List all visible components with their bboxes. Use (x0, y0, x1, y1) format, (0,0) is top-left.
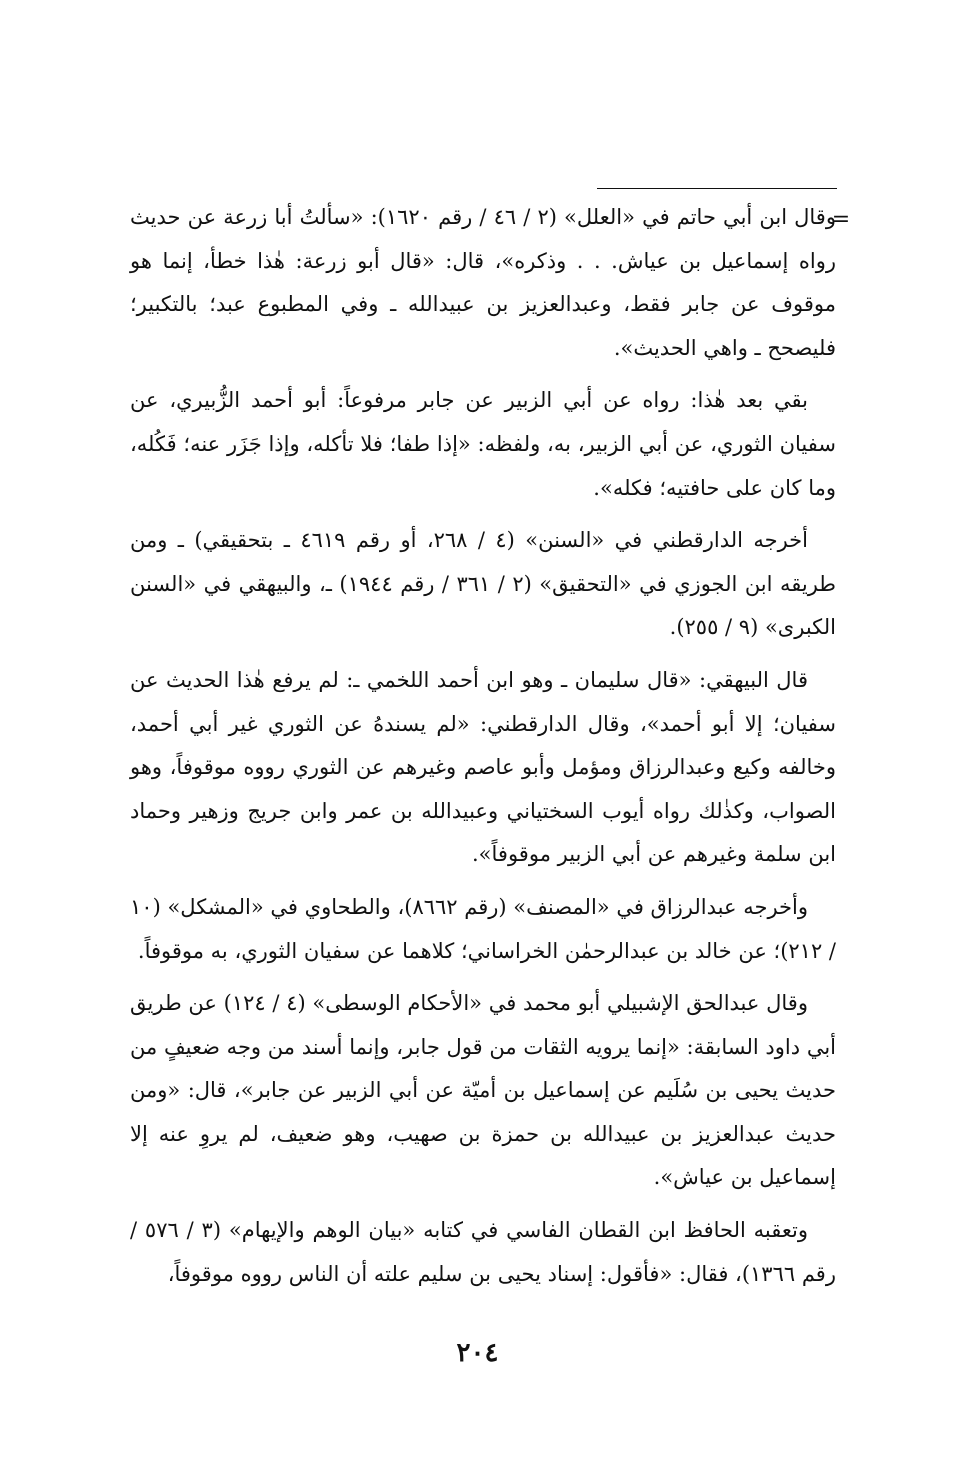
footnote-paragraph-5: وأخرجه عبدالرزاق في «المصنف» (رقم ٨٦٦٢)، والطحاوي في «المشكل» (١٠ / ٢١٢)؛ عن خالد بن عبدالرحمٰن الخراساني؛ كلاهما عن سفيان الثوري، به موقوفاً. (130, 894, 836, 963)
footnote-paragraph-1: وقال ابن أبي حاتم في «العلل» (٢ / ٤٦ / رقم ١٦٢٠): «سألتُ أبا زرعة عن حديث رواه إسماعيل بن عياش. . . وذكره»، قال: «قال أبو زرعة: هٰذا خطأ، إنما هو موقوف عن جابر فقط، وعبدالعزيز بن عبيدالله ـ وفي المطبوع عبد؛ بالتكبير؛ فليصحح ـ واهي الحديث». (130, 205, 836, 360)
footnote-continuation-mark: = (831, 207, 851, 232)
footnote-paragraph-6: وقال عبدالحق الإشبيلي أبو محمد في «الأحكام الوسطى» (٤ / ١٢٤) عن طريق أبي داود السابقة: «إنما يرويه الثقات من قول جابر، وإنما أسند من وجه ضعيفٍ من حديث يحيى بن سُلَيم عن إسماعيل بن أميّة عن أبي الزبير عن جابر»، قال: «ومن حديث عبدالعزيز بن عبيدالله بن حمزة بن صهيب، وهو ضعيف، لم يروِ عنه إلا إسماعيل بن عياش». (130, 991, 836, 1190)
footnote-text-block (130, 196, 836, 1305)
footnote-paragraph-7: وتعقبه الحافظ ابن القطان الفاسي في كتابه «بيان الوهم والإيهام» (٣ / ٥٧٦ / رقم ١٣٦٦)، فقال: «فأقول: إسناد يحيى بن سليم علته أن الناس رووه موقوفاً، (130, 1218, 836, 1286)
footnote-paragraph-4: قال البيهقي: «قال سليمان ـ وهو ابن أحمد اللخمي ـ: لم يرفع هٰذا الحديث عن سفيان؛ إلا أبو أحمد»، وقال الدارقطني: «لم يسندهُ عن الثوري غير أبي أحمد، وخالفه وكيع وعبدالرزاق ومؤمل وأبو عاصم وغيرهم عن الثوري رووه موقوفاً، وهو الصواب، وكذٰلك رواه أيوب السختياني وعبيدالله بن عمر وابن جريج وزهير وحماد ابن سلمة وغيرهم عن أبي الزبير موقوفاً». (130, 667, 836, 867)
footnote-paragraph-2: بقي بعد هٰذا: رواه عن أبي الزبير عن جابر مرفوعاً: أبو أحمد الزُّبيري، عن سفيان الثوري، عن أبي الزبير، به، ولفظه: «إذا طفا؛ فلا تأكله، وإذا جَزَر عنه؛ فَكُله، وما كان على حافتيه؛ فكله». (130, 388, 836, 500)
footnote-paragraph-3: أخرجه الدارقطني في «السنن» (٤ / ٢٦٨، أو رقم ٤٦١٩ ـ بتحقيقي) ـ ومن طريقه ابن الجوزي في «التحقيق» (٢ / ٣٦١ / رقم ١٩٤٤) ـ، والبيهقي في «السنن الكبرى» (٩ / ٢٥٥). (130, 528, 836, 640)
page-number: ٢٠٤ (456, 1338, 499, 1368)
footnote-separator-rule (597, 188, 837, 189)
